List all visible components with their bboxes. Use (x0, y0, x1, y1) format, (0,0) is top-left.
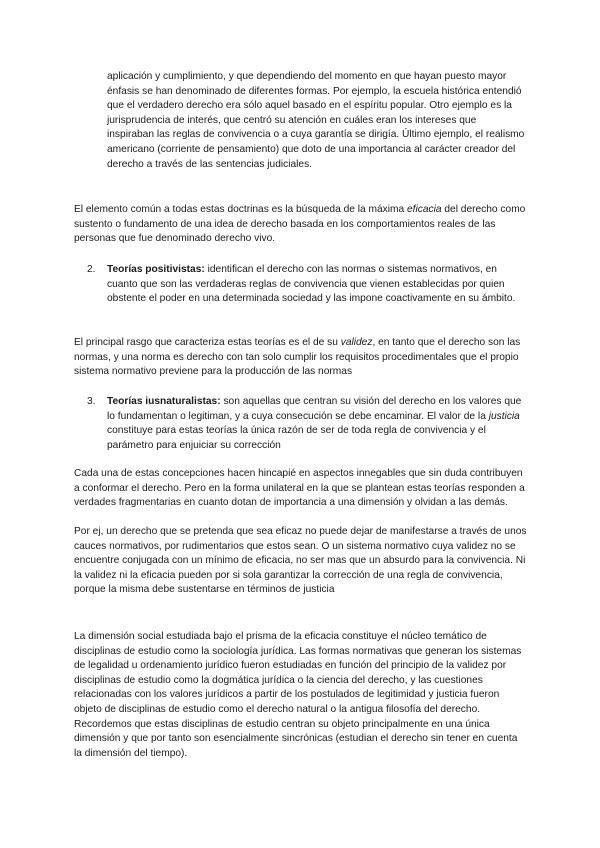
list-item-iusnaturalist (87, 395, 527, 453)
list-item-term: Teorías iusnaturalistas: (107, 396, 221, 407)
list-item-positivist (87, 263, 527, 307)
common-element-after: del derecho como sustento o fundamento de una idea de derecho basada en los comportamientos reales de las personas que fue denominado derecho vivo. (74, 204, 526, 245)
positivist-trait-paragraph (74, 336, 528, 380)
common-element-before: El elemento común a todas estas doctrinas es la búsqueda de la máxima (74, 204, 407, 215)
common-element-emphasis: eficacia (406, 204, 442, 215)
conceptions-paragraph: Cada una de estas concepciones hacen hincapié en aspectos innegables que sin duda contribuyen a conformar el derecho. Pero en la forma unilateral en la que se plantean estas teorías responden a verdades fragmentarias en cuanto dotan de importancia a una dimensión y olvidan a las demás. (74, 468, 525, 509)
list-number: 3. (87, 396, 96, 407)
common-element-paragraph (74, 203, 528, 247)
positivist-trait-before: El principal rasgo que caracteriza estas teorías es el de su (74, 337, 341, 348)
example-paragraph: Por ej, un derecho que se pretenda que sea eficaz no puede dejar de manifestarse a través de unos cauces normativos, por rudimentarios que estos sean. O un sistema normativo cuya validez no se encuentre conjugada con un mínimo de eficacia, no ser mas que un absurdo para la convivencia. Ni la validez ni la eficacia pueden por si sola garantizar la corrección de una regla de convivencia, porque la misma debe sustentarse en términos de justicia (74, 526, 527, 596)
social-dimension-paragraph: La dimensión social estudiada bajo el prisma de la eficacia constituye el núcleo temático de disciplinas de estudio como la sociología jurídica. Las formas normativas que generan los sistemas de legalidad u ordenamiento jurídico fueron estudiadas en función del principio de la validez por disciplinas de estudio como la dogmática jurídica o la ciencia del derecho, y las cuestiones relacionadas con los valores jurídicos a partir de los postulados de legitimidad y justicia fueron objeto de disciplinas de estudio como el derecho natural o la antigua filosofía del derecho. Recordemos que estas disciplinas de estudio centran su objeto principalmente en una única dimensión y que por tanto son esencialmente sincrónicas (estudian el derecho sin tener en cuenta la dimensión del tiempo). (74, 631, 522, 759)
list-item-emphasis: justicia (488, 410, 520, 422)
list-number: 2. (87, 264, 96, 275)
positivist-trait-after: , en tanto que el derecho son las normas, y una norma es derecho con tan solo cumplir los requisitos procedimentales que el propio sistema normativo previene para la producción de las normas (74, 337, 521, 378)
positivist-trait-emphasis: validez (340, 337, 373, 348)
list-item-text: identifican el derecho con las normas o sistemas normativos, en cuanto que son las verdaderas reglas de convivencia que vienen establecidas por quien obstente el poder en una determinada sociedad y las impone coactivamente en su ámbito. (107, 264, 516, 305)
list-item-text-before: son aquellas que centran su visión del derecho en los valores que lo fundamentan o legitiman, y a cuya consecución se debe encaminar. El valor de la (107, 396, 522, 422)
list-item-text-after: constituye para estas teorías la única razón de ser de toda regla de convivencia y el parámetro para enjuiciar su corrección (107, 425, 486, 451)
list-item-term: Teorías positivistas: (107, 264, 205, 275)
intro-paragraph: aplicación y cumplimiento, y que dependiendo del momento en que hayan puesto mayor énfasis se han denominado de diferentes formas. Por ejemplo, la escuela histórica entendió que el verdadero derecho era sólo aquel basado en el espíritu popular. Otro ejemplo es la jurisprudencia de interés, que centró su atención en cuáles eran los intereses que inspiraban las reglas de convivencia o a cuya garantía se dirigía. Último ejemplo, el realismo americano (corriente de pensamiento) que doto de una importancia al carácter creador del derecho a través de las sentencias judiciales. (107, 71, 525, 170)
